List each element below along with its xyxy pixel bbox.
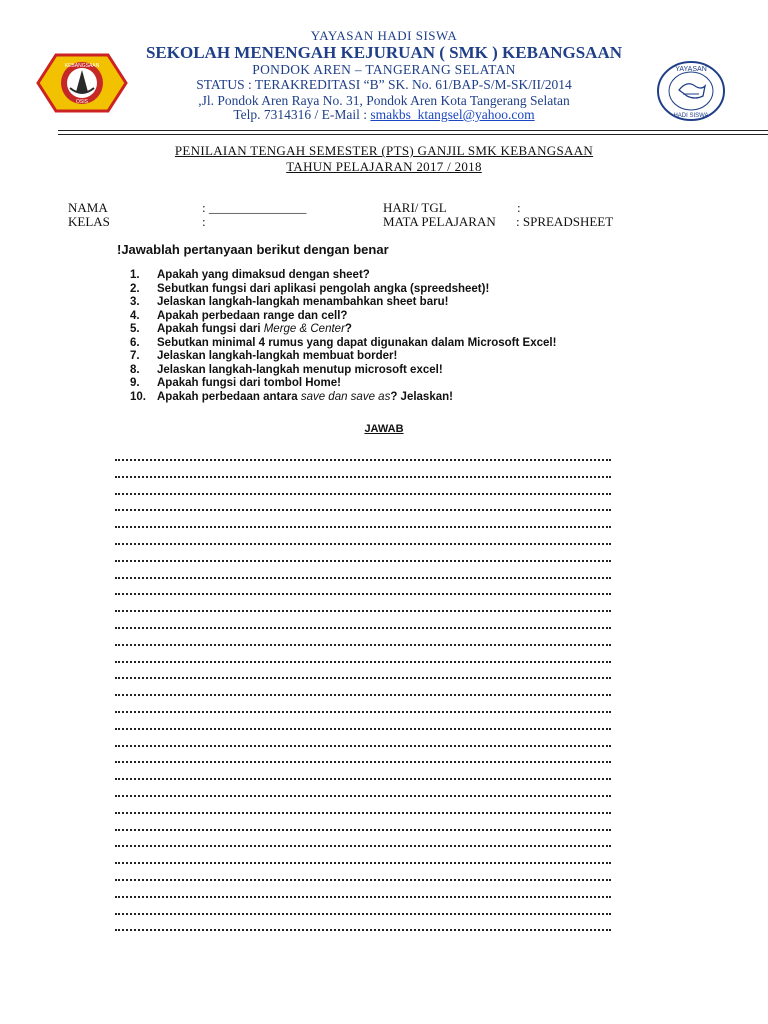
question-text: Apakah fungsi dari Merge & Center? [157,323,352,335]
answer-line[interactable] [115,889,611,906]
answer-line[interactable] [115,603,611,620]
question-text: Sebutkan minimal 4 rumus yang dapat digunakan dalam Microsoft Excel! [157,336,557,349]
header-divider [58,130,768,131]
kelas-label: KELAS [68,214,110,229]
answer-line[interactable] [115,771,611,788]
svg-text:YAYASAN: YAYASAN [675,66,707,73]
answer-line[interactable] [115,570,611,587]
answer-line[interactable] [115,754,611,771]
answer-line[interactable] [115,788,611,805]
answer-line[interactable] [115,906,611,923]
question-number: 10. [130,390,146,403]
question-text: Jelaskan langkah-langkah menambahkan sheet baru! [157,296,449,308]
answer-line[interactable] [115,687,611,704]
answer-line[interactable] [115,670,611,687]
svg-text:KEBANGSAAN: KEBANGSAAN [64,63,100,69]
foundation-name: YAYASAN HADI SISWA [310,28,458,43]
question-list [130,269,556,404]
hari-label: HARI/ TGL [383,200,447,215]
question-number: 7. [130,350,140,362]
letterhead [0,0,768,140]
exam-year: TAHUN PELAJARAN 2017 / 2018 [286,159,482,174]
school-location: PONDOK AREN – TANGERANG SELATAN [252,62,516,77]
answer-line[interactable] [115,586,611,603]
question-number: 9. [130,377,140,389]
question-text: Apakah perbedaan antara save dan save as? Jelaskan! [157,390,453,403]
answer-line[interactable] [115,855,611,872]
svg-text:OSIS: OSIS [76,99,88,105]
answer-line[interactable] [115,637,611,654]
phone-text: Telp. 7314316 / E-Mail : [233,107,371,122]
accreditation-status: STATUS : TERAKREDITASI “B” SK. No. 61/BAP-S/M-SK/II/2014 [196,77,572,92]
email-link[interactable]: smakbs_ktangsel@yahoo.com [370,107,535,122]
question-text: Jelaskan langkah-langkah menutup microsoft excel! [157,363,443,376]
question-item [130,364,556,378]
question-item [130,296,556,310]
question-text: Apakah fungsi dari tombol Home! [157,377,342,389]
question-item [130,377,556,391]
exam-title: PENILAIAN TENGAH SEMESTER (PTS) GANJIL SMK KEBANGSAAN [174,143,594,158]
question-number: 1. [130,269,140,281]
question-number: 2. [130,282,140,295]
question-item [130,283,556,297]
question-number: 3. [130,296,140,308]
answer-line[interactable] [115,704,611,721]
school-address: ,Jl. Pondok Aren Raya No. 31, Pondok Aren Kota Tangerang Selatan [198,93,570,108]
question-item [130,391,556,405]
question-number: 8. [130,363,140,376]
hari-field[interactable]: : [517,200,521,215]
question-number: 5. [130,323,140,335]
question-item [130,310,556,324]
answer-line[interactable] [115,922,611,939]
answer-line[interactable] [115,738,611,755]
answer-line[interactable] [115,822,611,839]
mapel-label: MATA PELAJARAN [383,214,496,229]
answer-line[interactable] [115,654,611,671]
question-text: Apakah perbedaan range dan cell? [157,309,348,322]
instruction-text: !Jawablah pertanyaan berikut dengan benar [117,242,389,257]
school-name: SEKOLAH MENENGAH KEJURUAN ( SMK ) KEBANGSAAN [145,43,623,62]
contact-line [0,107,768,123]
answer-line[interactable] [115,469,611,486]
foundation-logo-icon [655,60,727,122]
answer-line[interactable] [115,620,611,637]
question-text: Jelaskan langkah-langkah membuat border! [157,350,398,362]
svg-text:HADI SISWA: HADI SISWA [673,113,709,119]
question-item [130,337,556,351]
answer-line[interactable] [115,553,611,570]
mapel-value: : SPREADSHEET [516,214,614,229]
answer-line[interactable] [115,721,611,738]
answer-line[interactable] [115,838,611,855]
answer-line[interactable] [115,486,611,503]
answer-line[interactable] [115,502,611,519]
question-item [130,269,556,283]
nama-label: NAMA [68,200,108,215]
question-text: Apakah yang dimaksud dengan sheet? [157,269,370,281]
answer-line[interactable] [115,805,611,822]
answer-area[interactable] [115,452,611,939]
kelas-field[interactable]: : [202,214,206,229]
answer-line[interactable] [115,536,611,553]
question-item [130,350,556,364]
question-number: 6. [130,336,140,349]
question-text: Sebutkan fungsi dari aplikasi pengolah angka (spreedsheet)! [157,282,490,295]
answer-line[interactable] [115,872,611,889]
question-number: 4. [130,309,140,322]
header-divider-secondary [58,134,768,135]
nama-field[interactable]: : _______________ [202,200,307,215]
answer-line[interactable] [115,452,611,469]
jawab-heading: JAWAB [364,423,404,435]
question-item [130,323,556,337]
answer-line[interactable] [115,519,611,536]
